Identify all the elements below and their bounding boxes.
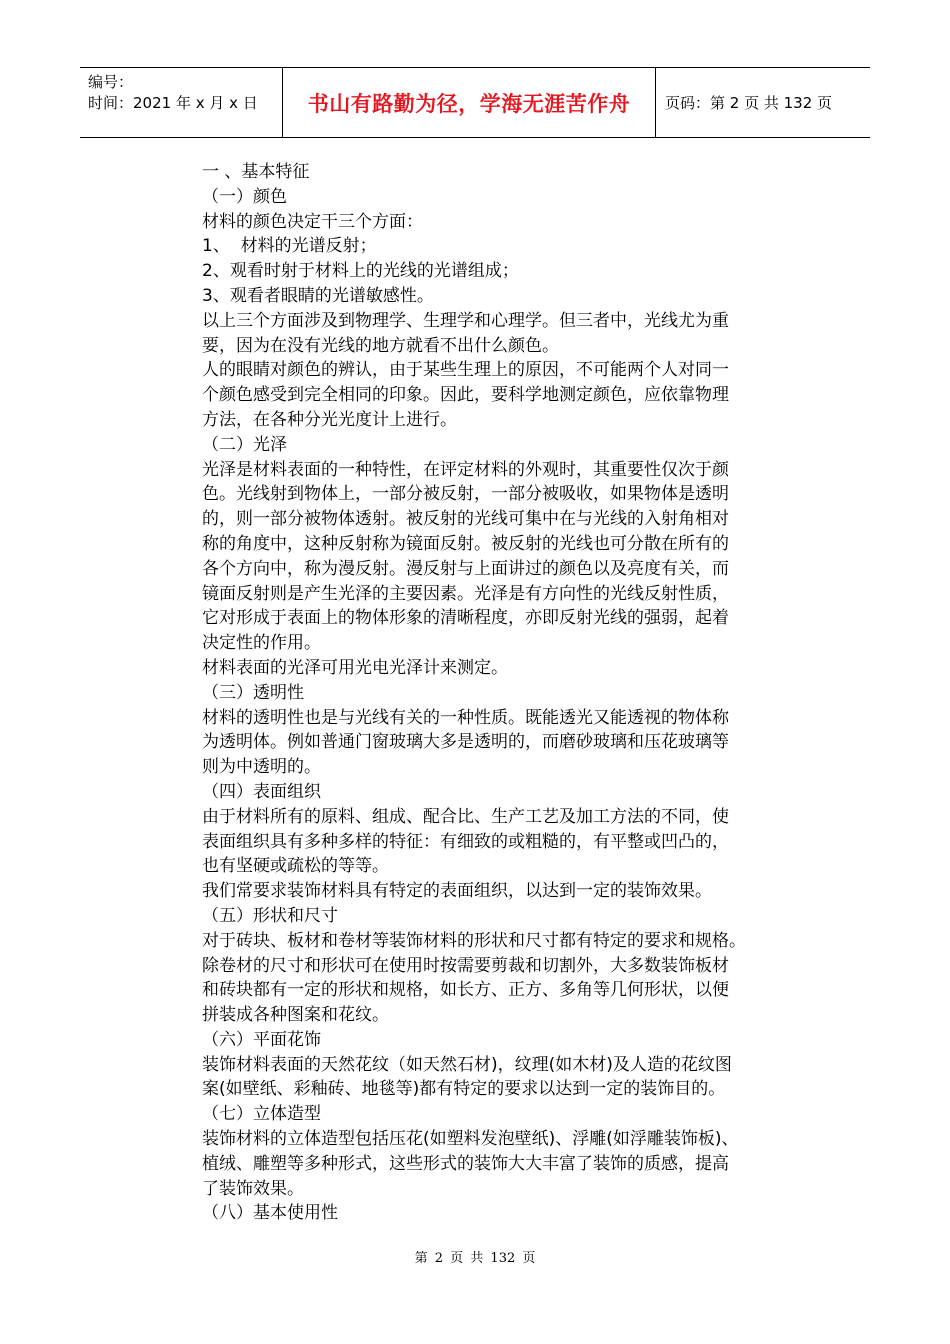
- header-meta: [80, 68, 282, 137]
- body-line: 我们常要求装饰材料具有特定的表面组织，以达到一定的装饰效果。: [202, 881, 712, 902]
- body-line: 称的角度中，这种反射称为镜面反射。被反射的光线也可分散在所有的: [202, 533, 729, 554]
- body-line: （八）基本使用性: [202, 1203, 338, 1224]
- body-line: 案(如壁纸、彩釉砖、地毯等)都有特定的要求以达到一定的装饰目的。: [202, 1079, 726, 1100]
- body-line: 镜面反射则是产生光泽的主要因素。光泽是有方向性的光线反射性质，: [202, 583, 729, 604]
- document-number-label: 编号：: [88, 73, 134, 91]
- body-line: 装饰材料的立体造型包括压花(如塑料发泡壁纸)、浮雕(如浮雕装饰板)、: [202, 1129, 739, 1150]
- body-line: 方法，在各种分光光度计上进行。: [202, 409, 457, 430]
- body-line: 拼装成各种图案和花纹。: [202, 1005, 389, 1026]
- body-line: 1、 材料的光谱反射；: [202, 236, 377, 257]
- body-line: 也有坚硬或疏松的等等。: [202, 856, 389, 877]
- body-line: 为透明体。例如普通门窗玻璃大多是透明的，而磨砂玻璃和压花玻璃等: [202, 732, 729, 753]
- body-line: 3、观看者眼睛的光谱敏感性。: [202, 285, 434, 306]
- body-line: 个颜色感受到完全相同的印象。因此，要科学地测定颜色，应依靠物理: [202, 385, 729, 406]
- body-line: （五）形状和尺寸: [202, 905, 338, 926]
- body-line: 的，则一部分被物体透射。被反射的光线可集中在与光线的入射角相对: [202, 509, 729, 530]
- body-line: （二）光泽: [202, 434, 287, 455]
- body-line: （一）颜色: [202, 186, 287, 207]
- body-line: 植绒、雕塑等多种形式，这些形式的装饰大大丰富了装饰的质感，提高: [202, 1153, 729, 1174]
- body-line: （七）立体造型: [202, 1104, 321, 1125]
- document-body: [202, 160, 808, 1226]
- body-line: 和砖块都有一定的形状和规格，如长方、正方、多角等几何形状，以便: [202, 980, 729, 1001]
- body-line: 各个方向中，称为漫反射。漫反射与上面讲过的颜色以及亮度有关，而: [202, 558, 729, 579]
- body-line: 材料表面的光泽可用光电光泽计来测定。: [202, 657, 508, 678]
- body-line: 材料的颜色决定干三个方面：: [202, 211, 423, 232]
- page-header: [80, 67, 870, 138]
- body-line: 人的眼睛对颜色的辨认，由于某些生理上的原因，不可能两个人对同一: [202, 360, 729, 381]
- header-motto: 书山有路勤为径，学海无涯苦作舟: [282, 68, 656, 137]
- body-line: 要，因为在没有光线的地方就看不出什么颜色。: [202, 335, 559, 356]
- body-line: 光泽是材料表面的一种特性，在评定材料的外观时，其重要性仅次于颜: [202, 459, 729, 480]
- body-line: 材料的透明性也是与光线有关的一种性质。既能透光又能透视的物体称: [202, 707, 729, 728]
- body-line: 决定性的作用。: [202, 633, 321, 654]
- body-line: （四）表面组织: [202, 781, 321, 802]
- body-line: 2、观看时射于材料上的光线的光谱组成；: [202, 261, 519, 282]
- body-line: 装饰材料表面的天然花纹（如天然石材)，纹理(如木材)及人造的花纹图: [202, 1054, 732, 1075]
- body-line: 以上三个方面涉及到物理学、生理学和心理学。但三者中，光线尤为重: [202, 310, 729, 331]
- body-line: 色。光线射到物体上，一部分被反射，一部分被吸收，如果物体是透明: [202, 484, 729, 505]
- body-line: 对于砖块、板材和卷材等装饰材料的形状和尺寸都有特定的要求和规格。: [202, 930, 746, 951]
- page-footer: 第 2 页 共 132 页: [414, 1251, 536, 1266]
- body-line: 一 、基本特征: [202, 162, 310, 182]
- header-page-number: 页码：第 2 页 共 132 页: [665, 94, 833, 112]
- body-line: 它对形成于表面上的物体形象的清晰程度，亦即反射光线的强弱，起着: [202, 608, 729, 629]
- body-line: （六）平面花饰: [202, 1029, 321, 1050]
- date-label: 时间：2021 年 x 月 x 日: [88, 94, 258, 112]
- body-line: 除卷材的尺寸和形状可在使用时按需要剪裁和切割外，大多数装饰板材: [202, 955, 729, 976]
- body-line: （三）透明性: [202, 682, 304, 703]
- body-line: 了装饰效果。: [202, 1178, 304, 1199]
- body-line: 由于材料所有的原料、组成、配合比、生产工艺及加工方法的不同，使: [202, 806, 729, 827]
- body-line: 表面组织具有多种多样的特征：有细致的或粗糙的，有平整或凹凸的，: [202, 831, 729, 852]
- body-line: 则为中透明的。: [202, 757, 321, 778]
